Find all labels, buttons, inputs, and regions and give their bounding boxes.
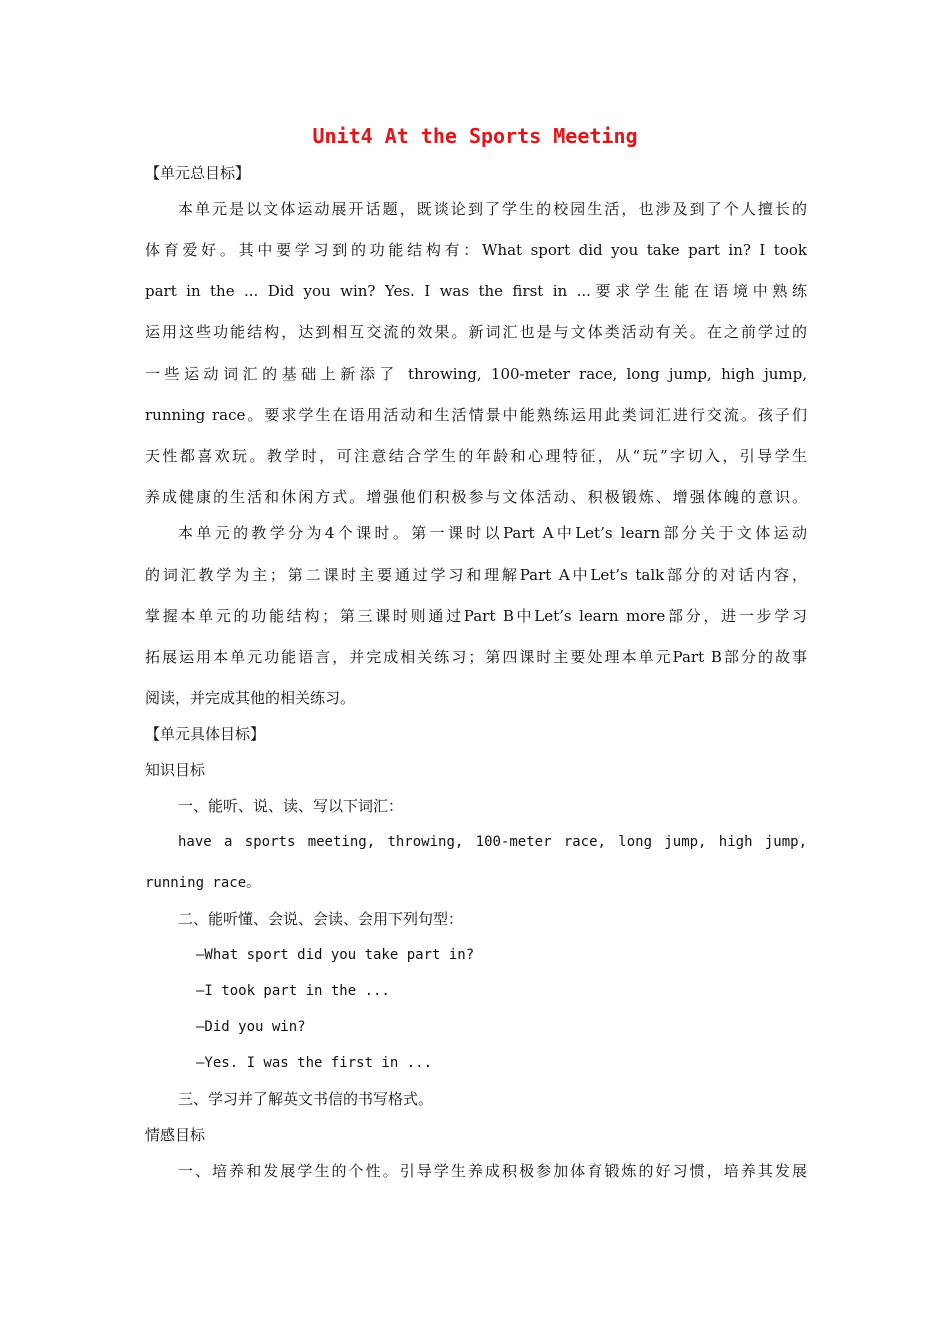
vocab-line: running race。 xyxy=(145,875,261,891)
section-heading-general: 【单元总目标】 xyxy=(145,164,251,182)
section-heading-specific: 【单元具体目标】 xyxy=(145,725,266,743)
sentence-pattern: —Yes. I was the first in ... xyxy=(196,1055,433,1071)
para1-line: 体育爱好。其中要学习到的功能结构有：What sport did you take part in? I took xyxy=(145,241,807,259)
vocab-line: have a sports meeting, throwing, 100-meter race, long jump, high jump, xyxy=(178,834,807,850)
knowledge-item-2: 二、能听懂、会说、会读、会用下列句型： xyxy=(178,910,464,928)
sentence-pattern: —Did you win? xyxy=(196,1019,306,1035)
knowledge-item-1: 一、能听、说、读、写以下词汇： xyxy=(178,797,404,815)
page-title: Unit4 At the Sports Meeting xyxy=(312,124,638,148)
para2-line: 掌握本单元的功能结构；第三课时则通过Part B中Let’s learn more部分，进一步学习 xyxy=(145,607,807,625)
para1-line: part in the ... Did you win? Yes. I was the first in ...要求学生能在语境中熟练 xyxy=(145,282,807,300)
para2-line: 阅读，并完成其他的相关练习。 xyxy=(145,689,356,707)
sentence-pattern: —I took part in the ... xyxy=(196,983,390,999)
para2-line: 的词汇教学为主；第二课时主要通过学习和理解Part A中Let’s talk部分的对话内容， xyxy=(145,566,807,584)
para1-line: 天性都喜欢玩。教学时，可注意结合学生的年龄和心理特征，从“玩”字切入，引导学生 xyxy=(145,447,807,465)
para2-line: 本单元的教学分为4个课时。第一课时以Part A中Let’s learn部分关于文体运动 xyxy=(178,524,807,542)
knowledge-heading: 知识目标 xyxy=(145,761,206,779)
para1-line: 本单元是以文体运动展开话题，既谈论到了学生的校园生活，也涉及到了个人擅长的 xyxy=(178,200,807,218)
sentence-pattern: —What sport did you take part in? xyxy=(196,947,475,963)
emotion-item-1: 一、培养和发展学生的个性。引导学生养成积极参加体育锻炼的好习惯，培养其发展 xyxy=(178,1162,807,1180)
para1-line: 养成健康的生活和休闲方式。增强他们积极参与文体活动、积极锻炼、增强体魄的意识。 xyxy=(145,488,807,506)
para1-line: running race。要求学生在语用活动和生活情景中能熟练运用此类词汇进行交流。孩子们 xyxy=(145,406,807,424)
knowledge-item-3: 三、学习并了解英文书信的书写格式。 xyxy=(178,1090,434,1108)
para2-line: 拓展运用本单元功能语言，并完成相关练习；第四课时主要处理本单元Part B部分的故事 xyxy=(145,648,807,666)
emotion-heading: 情感目标 xyxy=(145,1126,206,1144)
para1-line: 一些运动词汇的基础上新添了 throwing, 100-meter race, long jump, high jump, xyxy=(145,365,807,383)
para1-line: 运用这些功能结构，达到相互交流的效果。新词汇也是与文体类活动有关。在之前学过的 xyxy=(145,323,807,341)
